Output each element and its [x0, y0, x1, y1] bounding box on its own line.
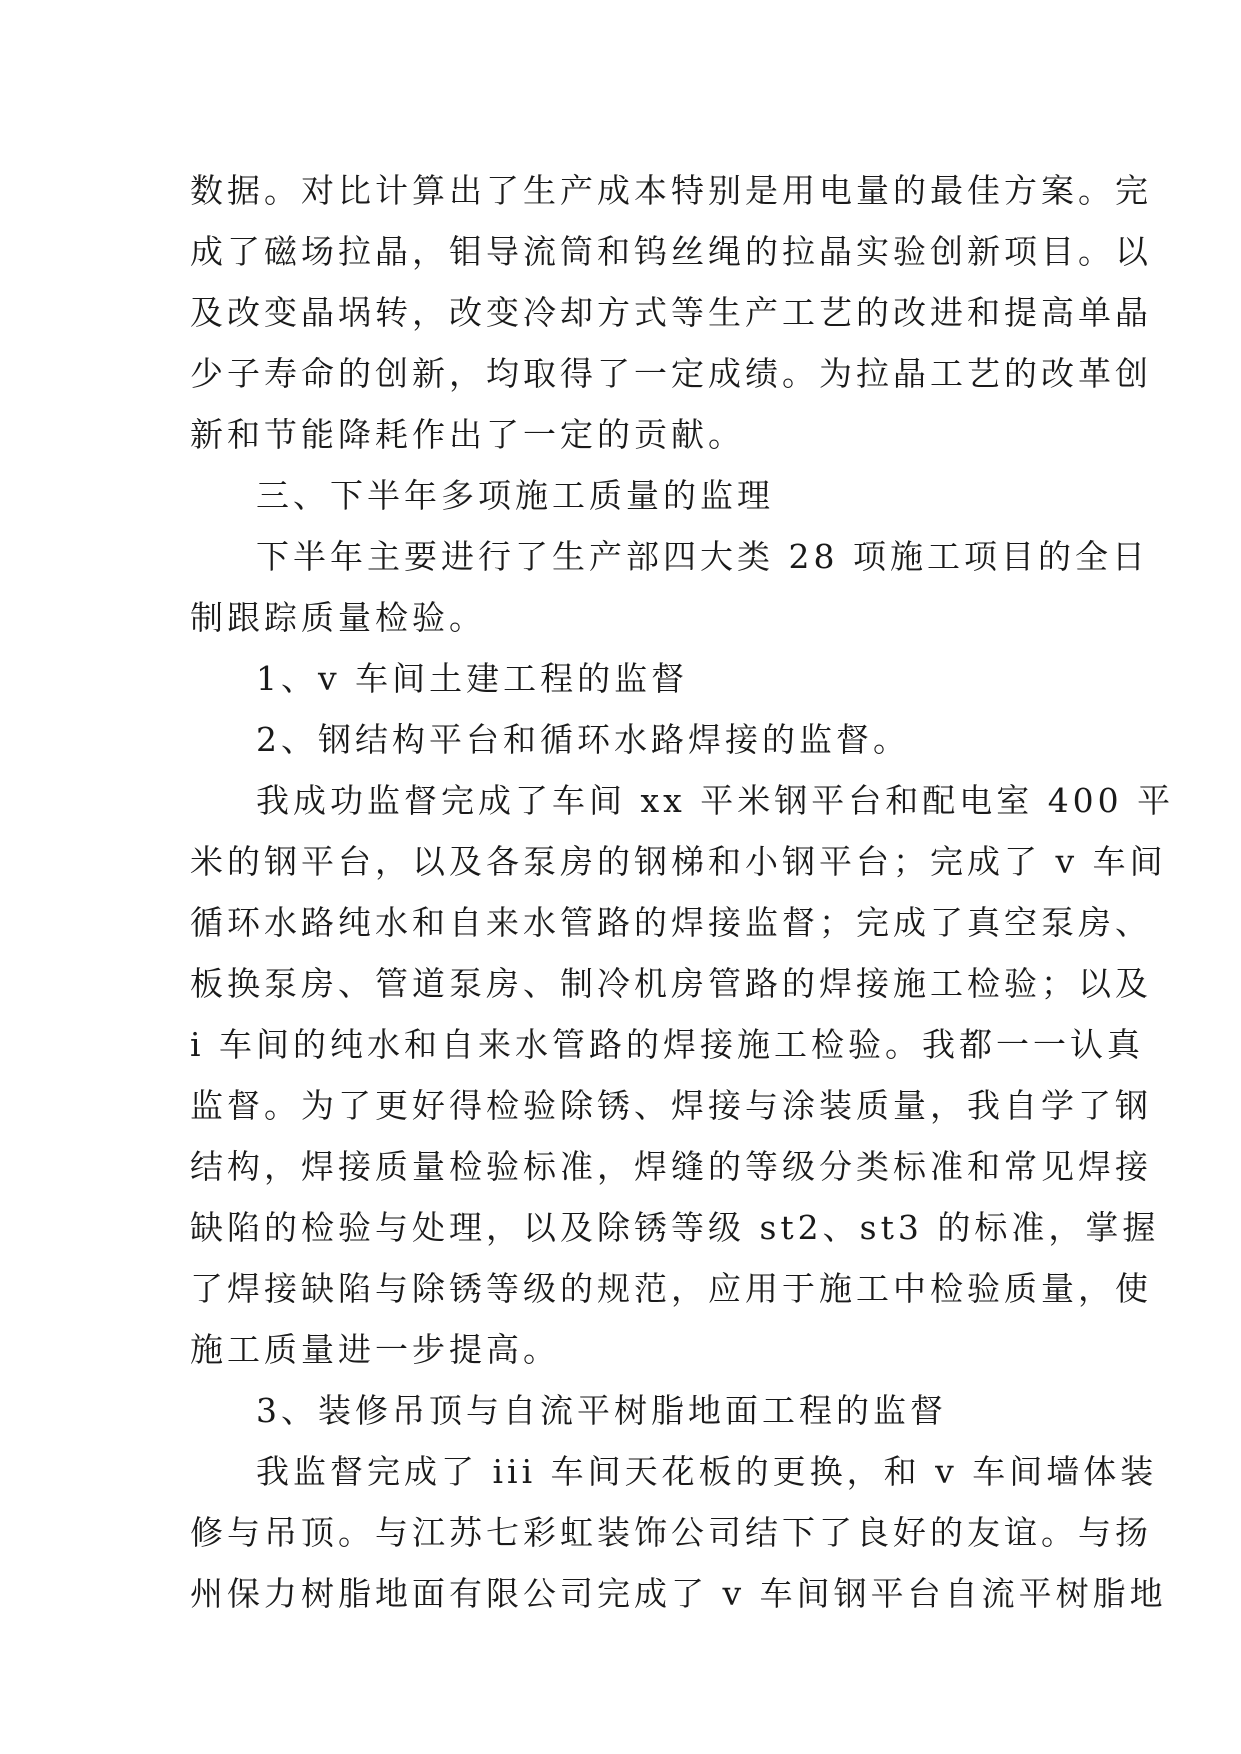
paragraph-line: 我监督完成了 iii 车间天花板的更换，和 v 车间墙体装	[256, 1452, 1158, 1491]
paragraph-line: 板换泵房、管道泵房、制冷机房管路的焊接施工检验；以及	[190, 964, 1152, 1003]
subsection-heading: 2、钢结构平台和循环水路焊接的监督。	[256, 720, 910, 759]
paragraph-line: 下半年主要进行了生产部四大类 28 项施工项目的全日	[256, 537, 1149, 576]
document-page	[190, 160, 1175, 1624]
paragraph-line: 结构，焊接质量检验标准，焊缝的等级分类标准和常见焊接	[190, 1147, 1152, 1186]
paragraph-line: i 车间的纯水和自来水管路的焊接施工检验。我都一一认真	[190, 1025, 1145, 1064]
paragraph-line: 制跟踪质量检验。	[190, 598, 486, 637]
paragraph-line: 监督。为了更好得检验除锈、焊接与涂装质量，我自学了钢	[190, 1086, 1152, 1125]
paragraph-line: 少子寿命的创新，均取得了一定成绩。为拉晶工艺的改革创	[190, 354, 1152, 393]
paragraph-line: 修与吊顶。与江苏七彩虹装饰公司结下了良好的友谊。与扬	[190, 1513, 1152, 1552]
paragraph-line: 施工质量进一步提高。	[190, 1330, 560, 1369]
paragraph-line: 缺陷的检验与处理，以及除锈等级 st2、st3 的标准，掌握	[190, 1208, 1160, 1247]
section-heading: 三、下半年多项施工质量的监理	[256, 476, 774, 515]
paragraph-line: 州保力树脂地面有限公司完成了 v 车间钢平台自流平树脂地	[190, 1574, 1167, 1613]
paragraph-line: 数据。对比计算出了生产成本特别是用电量的最佳方案。完	[190, 171, 1152, 210]
paragraph-line: 新和节能降耗作出了一定的贡献。	[190, 415, 745, 454]
subsection-heading: 3、装修吊顶与自流平树脂地面工程的监督	[256, 1391, 947, 1430]
paragraph-line: 及改变晶埚转，改变冷却方式等生产工艺的改进和提高单晶	[190, 293, 1152, 332]
paragraph-line: 成了磁场拉晶，钼导流筒和钨丝绳的拉晶实验创新项目。以	[190, 232, 1152, 271]
subsection-heading: 1、v 车间土建工程的监督	[256, 659, 689, 698]
paragraph-line: 米的钢平台，以及各泵房的钢梯和小钢平台；完成了 v 车间	[190, 842, 1167, 881]
paragraph-line: 我成功监督完成了车间 xx 平米钢平台和配电室 400 平	[256, 781, 1175, 820]
paragraph-line: 了焊接缺陷与除锈等级的规范，应用于施工中检验质量，使	[190, 1269, 1152, 1308]
paragraph-line: 循环水路纯水和自来水管路的焊接监督；完成了真空泵房、	[190, 903, 1152, 942]
